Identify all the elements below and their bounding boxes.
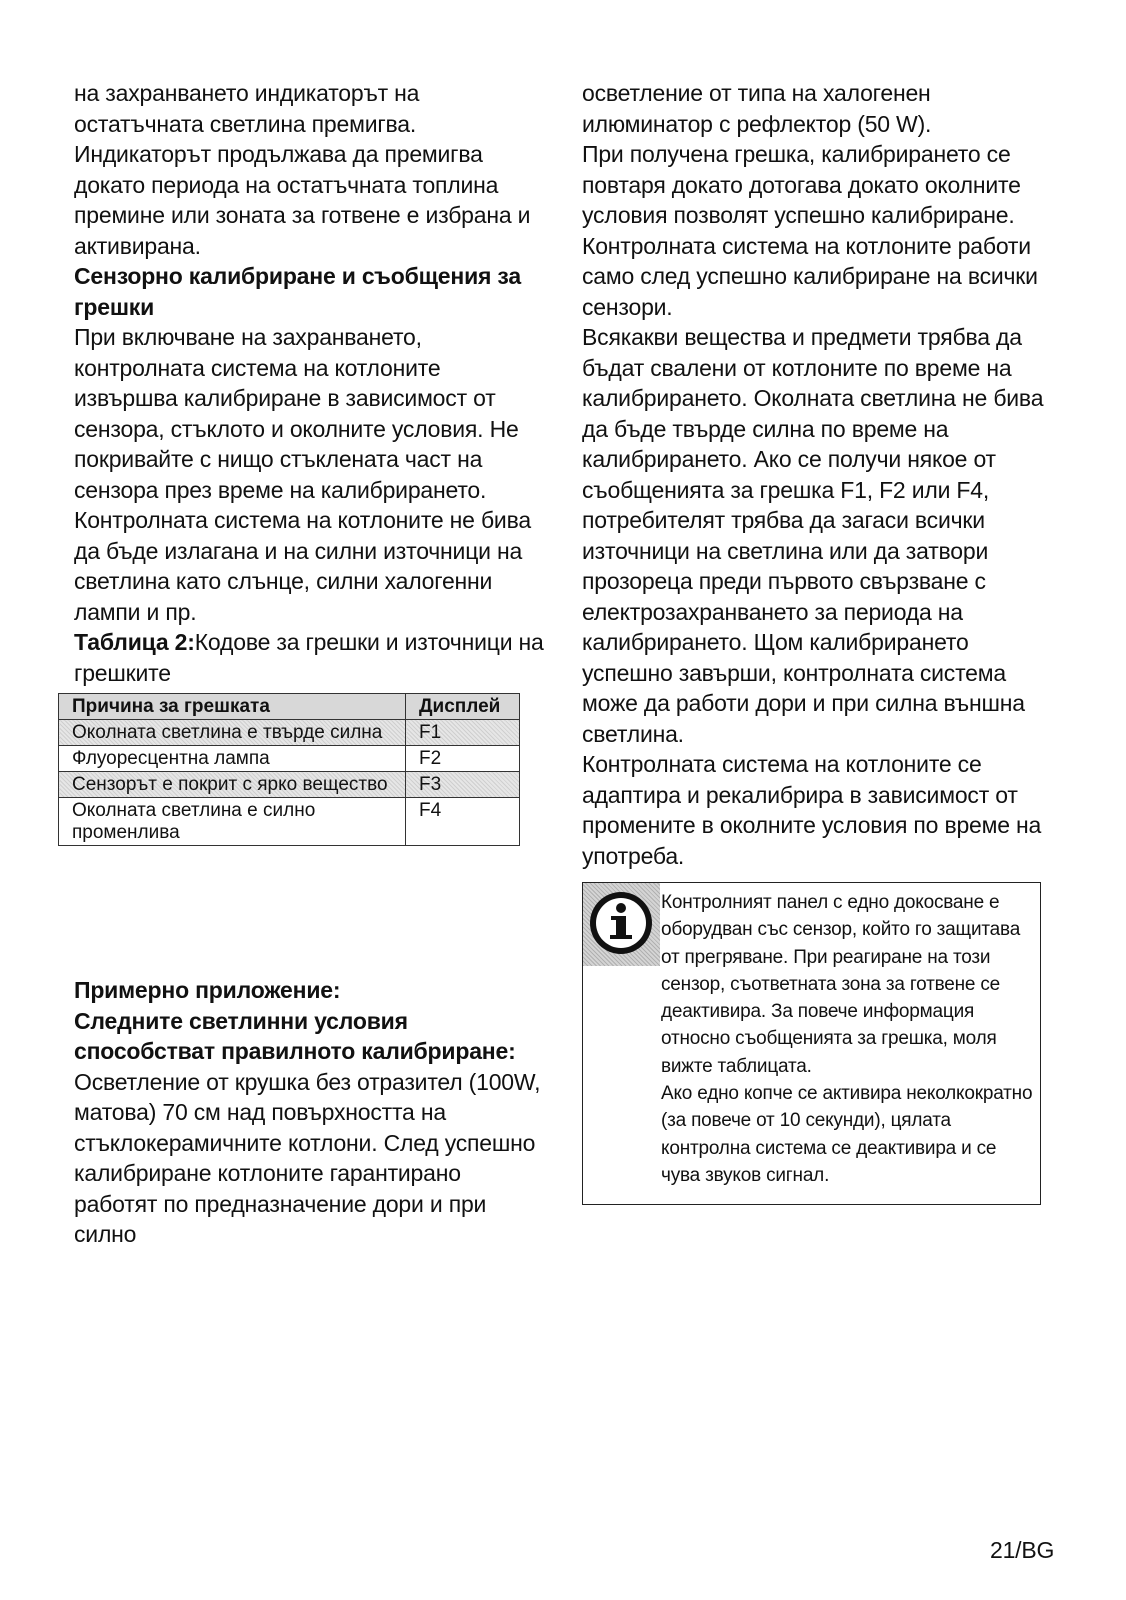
info-overheat-text: Контролният панел с едно докосване е оборудван със сензор, който го защитава от прегряване. При реагиране на този сензор, съответната зона за готвене се деактивира. За повече информация относно съобщенията за грешка, моля вижте таблицата. xyxy=(661,892,1021,1077)
table-row xyxy=(59,798,520,846)
table-header-row xyxy=(59,694,520,720)
info-icon xyxy=(583,883,660,966)
table-caption-label: Таблица 2: xyxy=(74,629,195,655)
right-column xyxy=(582,78,1052,871)
table-row xyxy=(59,772,520,798)
example-subheading: Следните светлинни условия способстват правилното калибриране: xyxy=(74,1007,516,1064)
display-cell: F2 xyxy=(406,746,520,772)
table-row xyxy=(59,720,520,746)
example-section xyxy=(74,975,544,1250)
display-cell: F3 xyxy=(406,772,520,798)
info-button-text: Ако едно копче се активира неколкократно (за повече от 10 секунди), цялата контролна система се деактивира и се чува звуков сигнал. xyxy=(661,1083,1033,1186)
cause-cell: Околната светлина е силно променлива xyxy=(59,798,406,846)
left-column xyxy=(74,78,544,688)
display-cell: F1 xyxy=(406,720,520,746)
cause-cell: Флуоресцентна лампа xyxy=(59,746,406,772)
header-cause: Причина за грешката xyxy=(59,694,406,720)
example-heading: Примерно приложение: xyxy=(74,977,341,1003)
table-caption-text: Кодове за грешки и източници на грешките xyxy=(74,629,544,686)
error-code-table xyxy=(58,693,520,846)
display-cell: F4 xyxy=(406,798,520,846)
header-display: Дисплей xyxy=(406,694,520,720)
recalibration-paragraph: Контролната система на котлоните се адаптира и рекалибрира в зависимост от промените в околните условия по време на употреба. xyxy=(582,751,1042,869)
remove-objects-paragraph: Всякакви вещества и предмети трябва да бъдат свалени от котлоните по време на калибрирането. Околната светлина не бива да бъде твърде силна по време на калибрирането. Ако се получи някое от съобщенията за грешка F1, F2 или F4, потребителят трябва да загаси всички източници на светлина или да затвори прозореца преди първото свързване с електрозахранването за периода на калибрирането. Щом калибрирането успешно завърши, контролната система може да работи дори и при силна външна светлина. xyxy=(582,324,1044,747)
example-text: Осветление от крушка без отразител (100W, матова) 70 см над повърхността на стъклокерамичните котлони. След успешно калибриране котлоните гарантирано работят по предназначение дори и при силно xyxy=(74,1068,541,1247)
residual-heat-paragraph: на захранването индикаторът на остатъчната светлина премигва. Индикаторът продължава да премигва докато периода на остатъчната топлина премине или зоната за готвене е избрана и активирана. xyxy=(74,80,531,259)
table-caption xyxy=(74,627,544,688)
info-text xyxy=(661,889,1037,1189)
calibration-heading: Сензорно калибриране и съобщения за грешки xyxy=(74,263,521,320)
page-number: 21/BG xyxy=(990,1537,1055,1563)
cause-cell: Сензорът е покрит с ярко вещество xyxy=(59,772,406,798)
error-repeat-paragraph: При получена грешка, калибрирането се повтаря докато дотогава докато околните условия позволят успешно калибриране. Контролната система на котлоните работи само след успешно калибриране на всички сензори. xyxy=(582,141,1038,320)
cause-cell: Околната светлина е твърде силна xyxy=(59,720,406,746)
lighting-paragraph: осветление от типа на халогенен илюминатор с рефлектор (50 W). xyxy=(582,80,932,137)
table-row xyxy=(59,746,520,772)
calibration-paragraph: При включване на захранването, контролната система на котлоните извършва калибриране в зависимост от сензора, стъклото и околните условия. Не покривайте с нищо стъклената част на сензора през време на калибрирането. Контролната система на котлоните не бива да бъде излагана и на силни източници на светлина като слънце, силни халогенни лампи и пр. xyxy=(74,324,531,625)
info-box xyxy=(582,882,1041,1205)
